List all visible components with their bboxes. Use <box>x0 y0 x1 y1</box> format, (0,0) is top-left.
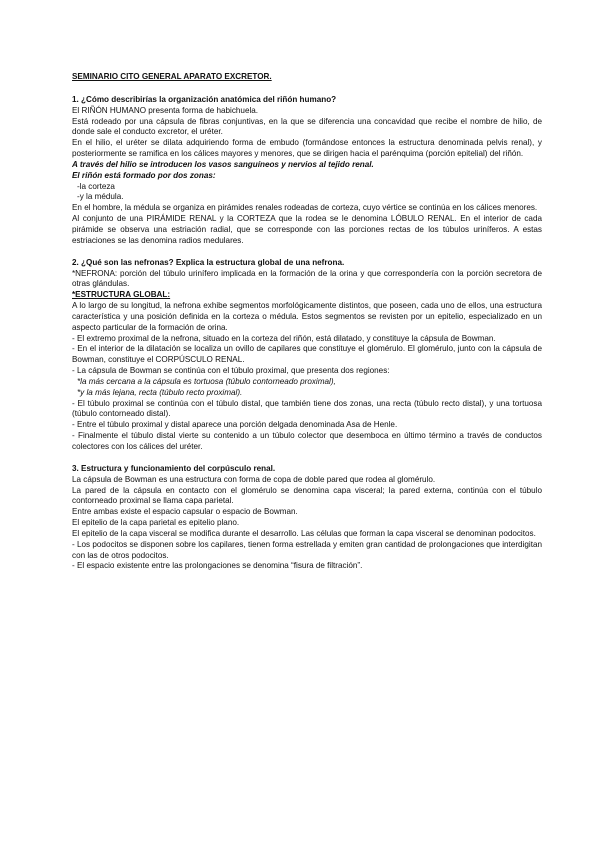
paragraph: En el hombre, la médula se organiza en pirámides renales rodeadas de corteza, cuyo vértice se continúa en los cálices menores. <box>72 203 538 213</box>
question-heading: 3. Estructura y funcionamiento del corpúsculo renal. <box>72 463 276 473</box>
paragraph: La pared de la cápsula en contacto con el glomérulo se denomina capa visceral; la pared externa, continúa con el túbulo contorneado proximal se llama capa parietal. <box>72 485 542 506</box>
list-item: -y la médula. <box>77 192 124 202</box>
section-3 <box>72 464 542 572</box>
paragraph: A través del hilio se introducen los vasos sanguíneos y nervios al tejido renal. <box>72 159 374 169</box>
paragraph: En el hilio, el uréter se dilata adquiriendo forma de embudo (formándose entonces la estructura denominada pelvis renal), y posteriormente se ramifica en los cálices mayores y menores, que se dirigen hacia el parénquima (porción epitelial) del riñón. <box>72 138 542 159</box>
paragraph: Entre ambas existe el espacio capsular o espacio de Bowman. <box>72 507 298 517</box>
paragraph: - Los podocitos se disponen sobre los capilares, tienen forma estrellada y emiten gran cantidad de prolongaciones que interdigitan con las de otros podocitos. <box>72 539 542 560</box>
paragraph: - El túbulo proximal se continúa con el túbulo distal, que también tiene dos zonas, una recta (túbulo recto distal), y una tortuosa (túbulo contorneado distal). <box>72 398 542 419</box>
list-item: -la corteza <box>77 181 115 191</box>
paragraph: - El extremo proximal de la nefrona, situado en la corteza del riñón, está dilatado, y constituye la cápsula de Bowman. <box>72 333 496 343</box>
question-heading: 1. ¿Cómo describirías la organización anatómica del riñón humano? <box>72 94 337 104</box>
paragraph: *NEFRONA: porción del túbulo urinífero implicada en la formación de la orina y que correspondería con la porción secretora de otras glándulas. <box>72 268 542 289</box>
paragraph: Al conjunto de una PIRÁMIDE RENAL y la CORTEZA que la rodea se le denomina LÓBULO RENAL. En el interior de cada pirámide se observa una estriación radial, que se corresponde con las porciones rectas de los túbulos uriníferos. A estas estriaciones se las denomina radios medulares. <box>72 214 542 245</box>
document-title: SEMINARIO CITO GENERAL APARATO EXCRETOR. <box>72 72 272 81</box>
subheading: *ESTRUCTURA GLOBAL: <box>72 290 171 300</box>
section-1 <box>72 95 542 247</box>
list-item: *la más cercana a la cápsula es tortuosa (túbulo contorneado proximal), <box>77 376 336 386</box>
paragraph: - Entre el túbulo proximal y distal aparece una porción delgada denominada Asa de Henle. <box>72 420 398 430</box>
section-2 <box>72 258 542 453</box>
paragraph: - La cápsula de Bowman se continúa con el túbulo proximal, que presenta dos regiones: <box>72 366 390 376</box>
paragraph: El RIÑÓN HUMANO presenta forma de habichuela. <box>72 105 259 115</box>
paragraph: El epitelio de la capa parietal es epitelio plano. <box>72 518 240 528</box>
paragraph: El epitelio de la capa visceral se modifica durante el desarrollo. Las células que forman la capa visceral se denominan podocitos. <box>72 528 536 538</box>
paragraph: A lo largo de su longitud, la nefrona exhibe segmentos morfológicamente distintos, que poseen, cada uno de ellos, una estructura característica y una posición definida en la corteza o médula. Estos segmentos se revisten por un epitelio, especializado en un aspecto particular de la formación de orina. <box>72 301 542 332</box>
list-item: *y la más lejana, recta (túbulo recto proximal). <box>77 387 243 397</box>
paragraph: La cápsula de Bowman es una estructura con forma de copa de doble pared que rodea al glomérulo. <box>72 474 436 484</box>
paragraph: El riñón está formado por dos zonas: <box>72 170 216 180</box>
paragraph: Está rodeado por una cápsula de fibras conjuntivas, en la que se diferencia una concavidad que recibe el nombre de hilio, de donde sale el conducto excretor, el uréter. <box>72 116 542 137</box>
paragraph: - En el interior de la dilatación se localiza un ovillo de capilares que constituye el glomérulo. El glomérulo, junto con la cápsula de Bowman, constituye el CORPÚSCULO RENAL. <box>72 344 542 365</box>
paragraph: - Finalmente el túbulo distal vierte su contenido a un túbulo colector que desemboca en último término a través de conductos colectores con los cálices del uréter. <box>72 431 542 451</box>
question-heading: 2. ¿Qué son las nefronas? Explica la estructura global de una nefrona. <box>72 257 345 267</box>
paragraph: - El espacio existente entre las prolongaciones se denomina “fisura de filtración”. <box>72 561 363 571</box>
